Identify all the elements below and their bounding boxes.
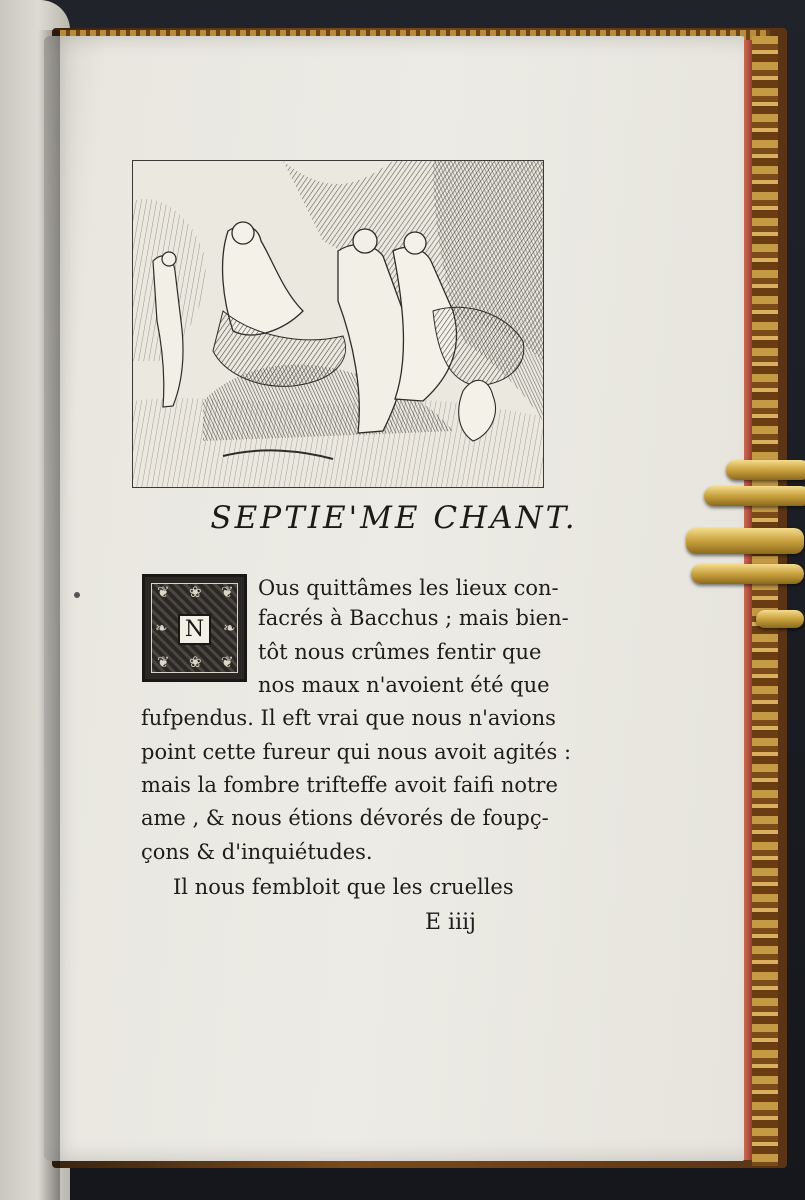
text-line: facrés à Bacchus ; mais bien- xyxy=(258,606,569,630)
fleuron-icon: ❧ xyxy=(223,619,236,637)
page-gutter-shadow xyxy=(38,30,60,1200)
decorated-initial xyxy=(142,574,247,682)
book-holder-clamp xyxy=(686,460,805,630)
clamp-finger xyxy=(756,610,804,628)
clamp-finger xyxy=(726,460,805,480)
text-line: ame , & nous étions dévorés de foupç- xyxy=(141,806,549,830)
fleuron-icon: ❧ xyxy=(155,619,168,637)
fleuron-icon: ❦ xyxy=(221,583,234,601)
text-line: nos maux n'avoient été que xyxy=(258,673,550,697)
engraving-illustration xyxy=(132,160,544,488)
text-line: çons & d'inquiétudes. xyxy=(141,840,373,864)
fleuron-icon: ❦ xyxy=(221,653,234,671)
text-line: Ous quittâmes les lieux con- xyxy=(258,576,559,600)
chapter-heading: SEPTIE'ME CHANT. xyxy=(210,500,578,536)
text-line: tôt nous crûmes fentir que xyxy=(258,640,542,664)
fleuron-icon: ❦ xyxy=(157,583,170,601)
fleuron-icon: ❦ xyxy=(157,653,170,671)
paper-speck xyxy=(74,592,80,598)
text-line: point cette fureur qui nous avoit agités : xyxy=(141,740,572,764)
clamp-finger xyxy=(691,564,804,584)
fleuron-icon: ❀ xyxy=(189,653,202,671)
engraving-scene-icon xyxy=(133,161,543,487)
text-line: fufpendus. Il eft vrai que nous n'avions xyxy=(141,706,556,730)
initial-letter: N xyxy=(178,614,211,645)
fleuron-icon: ❀ xyxy=(189,583,202,601)
text-line: Il nous fembloit que les cruelles xyxy=(173,875,514,899)
clamp-finger xyxy=(704,486,805,506)
text-line: mais la fombre trifteffe avoit faifi notre xyxy=(141,773,558,797)
signature-mark: E iiij xyxy=(425,910,476,935)
clamp-finger xyxy=(686,528,804,554)
